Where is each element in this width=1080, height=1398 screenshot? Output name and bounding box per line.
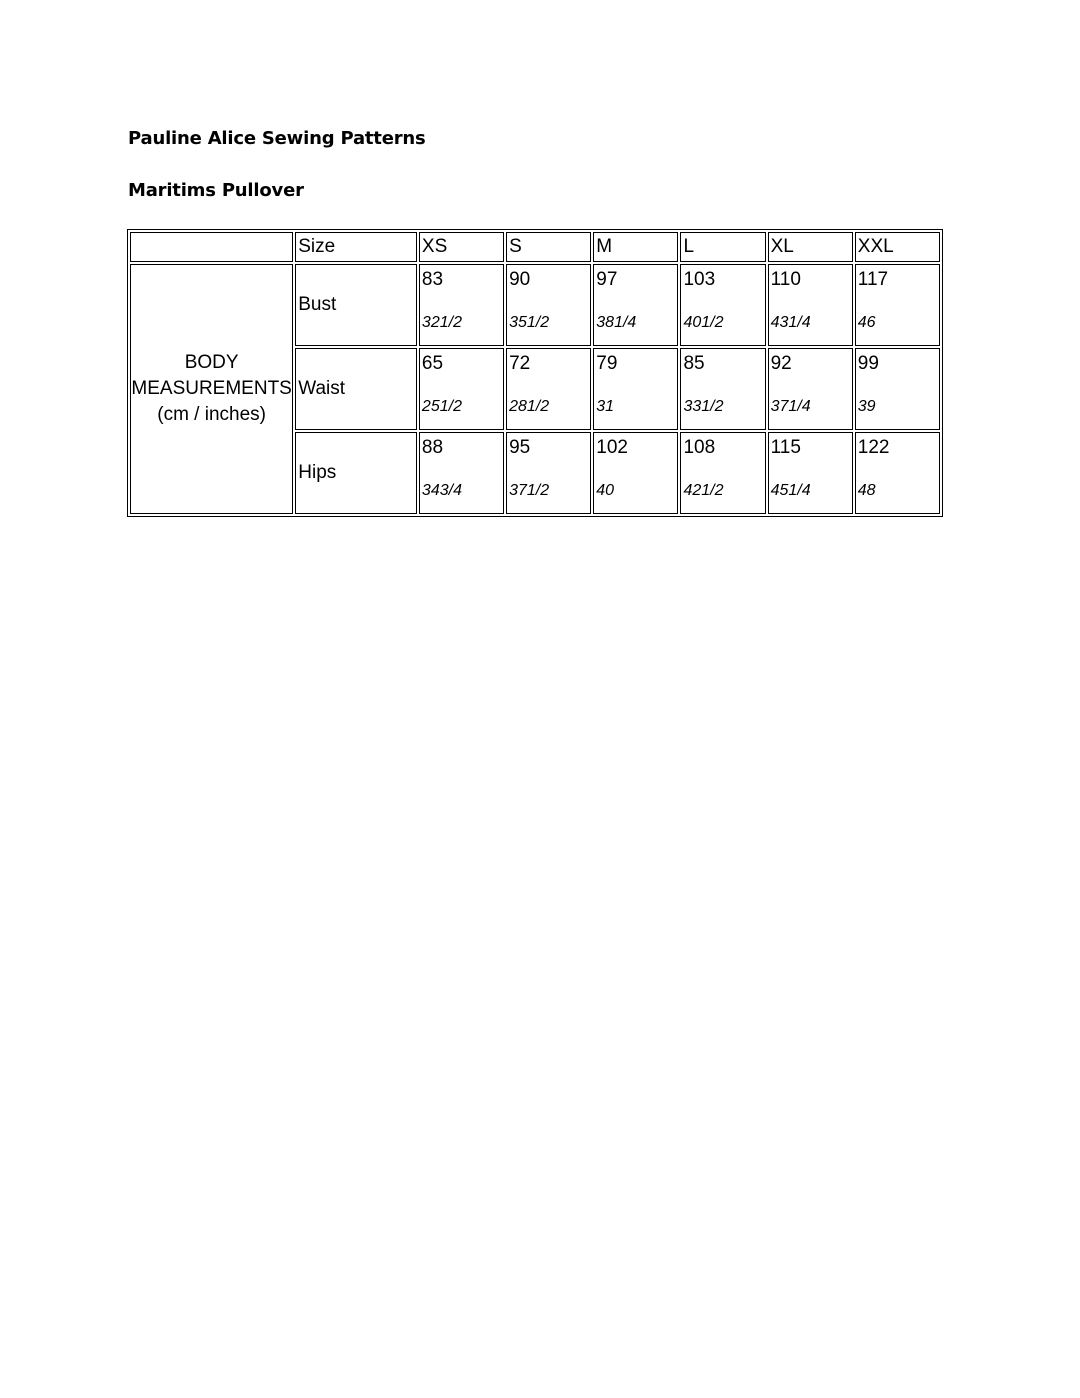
- measurement-cell: [419, 264, 504, 346]
- cm-value: 102: [596, 437, 628, 458]
- cm-value: 83: [421, 269, 444, 290]
- inch-value: 371/2: [509, 482, 550, 499]
- group-label-line: BODY: [184, 352, 239, 373]
- inch-value: 39: [857, 398, 876, 415]
- inch-value: 31: [596, 398, 615, 415]
- body-measurements-label: [130, 264, 293, 514]
- inch-value: 251/2: [421, 398, 462, 415]
- measurement-cell: [680, 348, 765, 430]
- cm-value: 108: [683, 437, 716, 458]
- measurement-cell: [855, 264, 940, 346]
- measurement-cell: [506, 348, 591, 430]
- size-header-row: [130, 232, 940, 262]
- inch-value: 371/4: [770, 398, 811, 415]
- inch-value: 343/4: [421, 482, 462, 499]
- waist-label: Waist: [295, 348, 417, 430]
- measurement-cell: [680, 264, 765, 346]
- cm-value: 122: [857, 437, 890, 458]
- cm-value: 90: [509, 269, 531, 290]
- cm-value: 79: [596, 353, 618, 374]
- cm-value: 97: [596, 269, 618, 290]
- measurement-cell: [768, 432, 853, 514]
- size-chart-table: [127, 229, 943, 517]
- cm-value: 115: [770, 437, 801, 458]
- inch-value: 351/2: [509, 314, 550, 331]
- cm-value: 85: [683, 353, 705, 374]
- measurement-cell: [855, 432, 940, 514]
- inch-value: 401/2: [683, 314, 724, 331]
- hips-label: Hips: [295, 432, 417, 514]
- size-xs-header: XS: [419, 232, 504, 262]
- measurement-cell: [593, 348, 678, 430]
- size-s-header: S: [506, 232, 591, 262]
- size-xxl-header: XXL: [855, 232, 940, 262]
- cm-value: 95: [509, 437, 531, 458]
- measurement-cell: [768, 264, 853, 346]
- measurement-cell: [506, 264, 591, 346]
- inch-value: 48: [857, 482, 876, 499]
- inch-value: 331/2: [683, 398, 724, 415]
- size-header-cell: Size: [295, 232, 417, 262]
- size-xl-header: XL: [768, 232, 853, 262]
- size-m-header: M: [593, 232, 678, 262]
- size-l-header: L: [680, 232, 765, 262]
- cm-value: 110: [770, 269, 801, 290]
- measurement-cell: [506, 432, 591, 514]
- inch-value: 321/2: [421, 314, 462, 331]
- measurement-cell: [855, 348, 940, 430]
- inch-value: 381/4: [596, 314, 637, 331]
- product-title: Maritims Pullover: [128, 180, 304, 201]
- inch-value: 431/4: [770, 314, 811, 331]
- group-label-line: MEASUREMENTS: [131, 378, 292, 399]
- cm-value: 65: [421, 353, 444, 374]
- measurement-cell: [419, 432, 504, 514]
- inch-value: 46: [857, 314, 876, 331]
- inch-value: 421/2: [683, 482, 724, 499]
- bust-row: [130, 264, 940, 346]
- inch-value: 40: [596, 482, 615, 499]
- measurement-cell: [768, 348, 853, 430]
- cm-value: 88: [421, 437, 444, 458]
- inch-value: 451/4: [770, 482, 811, 499]
- inch-value: 281/2: [509, 398, 550, 415]
- measurement-cell: [419, 348, 504, 430]
- measurement-cell: [593, 264, 678, 346]
- cm-value: 72: [509, 353, 531, 374]
- cm-value: 99: [857, 353, 879, 374]
- measurement-cell: [680, 432, 765, 514]
- group-label-line: (cm / inches): [157, 404, 266, 425]
- cm-value: 92: [770, 353, 792, 374]
- bust-label: Bust: [295, 264, 417, 346]
- brand-title: Pauline Alice Sewing Patterns: [128, 128, 426, 149]
- empty-corner-cell: [130, 232, 293, 262]
- cm-value: 117: [857, 269, 889, 290]
- cm-value: 103: [683, 269, 716, 290]
- measurement-cell: [593, 432, 678, 514]
